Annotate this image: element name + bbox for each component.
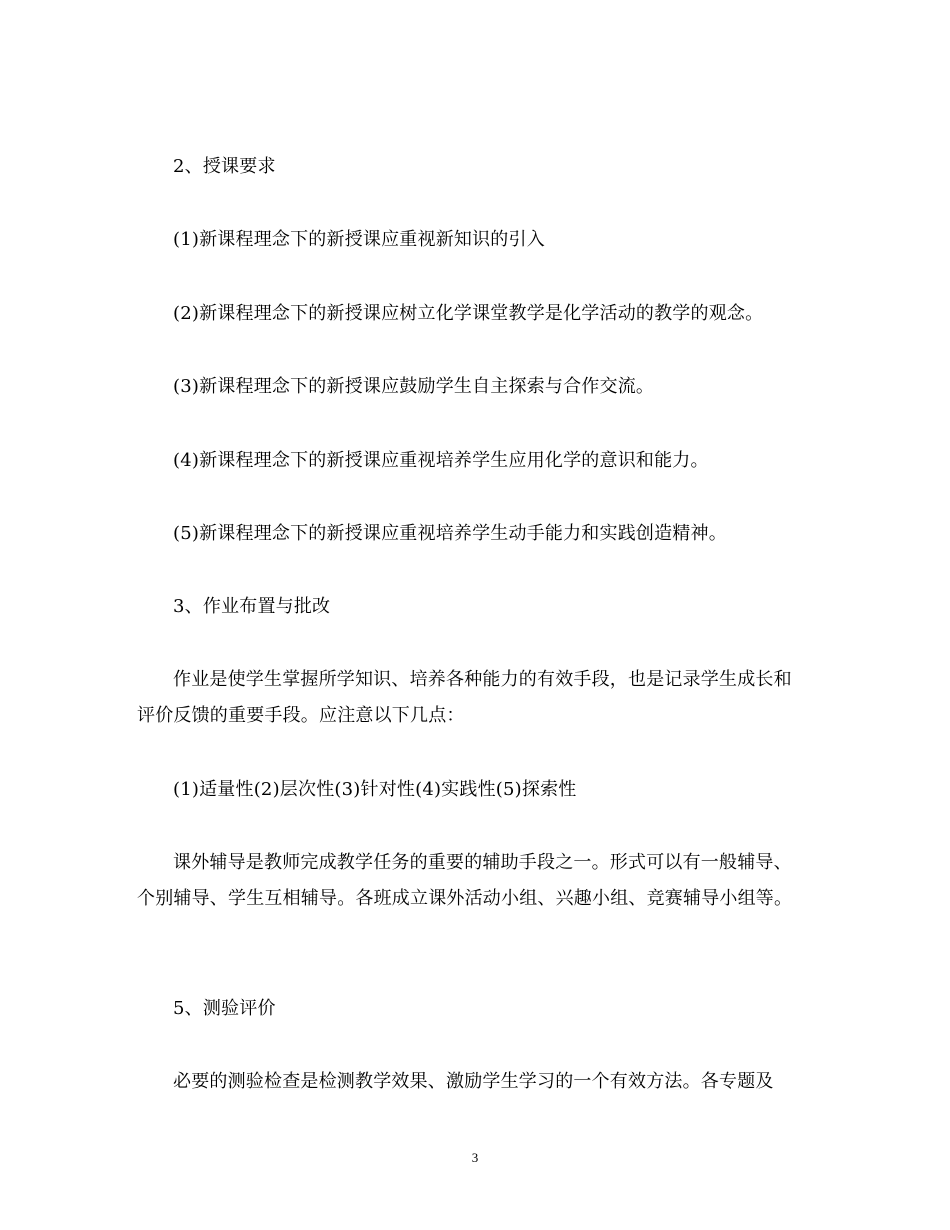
assessment-paragraph: 必要的测验检查是检测教学效果、激励学生学习的一个有效方法。各专题及 [173,1071,774,1092]
requirement-item-4: (4)新课程理念下的新授课应重视培养学生应用化学的意识和能力。 [173,450,709,471]
heading-assessment: 5、测验评价 [173,998,276,1019]
tutoring-paragraph: 课外辅导是教师完成教学任务的重要的辅助手段之一。形式可以有一般辅导、个别辅导、学生互相辅导。各班成立课外活动小组、兴趣小组、竞赛辅导小组等。 [137,852,793,909]
requirement-item-5: (5)新课程理念下的新授课应重视培养学生动手能力和实践创造精神。 [173,523,727,544]
homework-principles: (1)适量性(2)层次性(3)针对性(4)实践性(5)探索性 [173,779,577,800]
requirement-item-3: (3)新课程理念下的新授课应鼓励学生自主探索与合作交流。 [173,376,655,397]
requirement-item-1: (1)新课程理念下的新授课应重视新知识的引入 [173,229,545,250]
requirement-item-2: (2)新课程理念下的新授课应树立化学课堂教学是化学活动的教学的观念。 [173,303,764,324]
heading-teaching-requirements: 2、授课要求 [173,156,276,177]
homework-paragraph: 作业是使学生掌握所学知识、培养各种能力的有效手段，也是记录学生成长和评价反馈的重要手段。应注意以下几点： [137,669,792,726]
heading-homework: 3、作业布置与批改 [173,596,331,617]
page-number: 3 [471,1150,479,1165]
